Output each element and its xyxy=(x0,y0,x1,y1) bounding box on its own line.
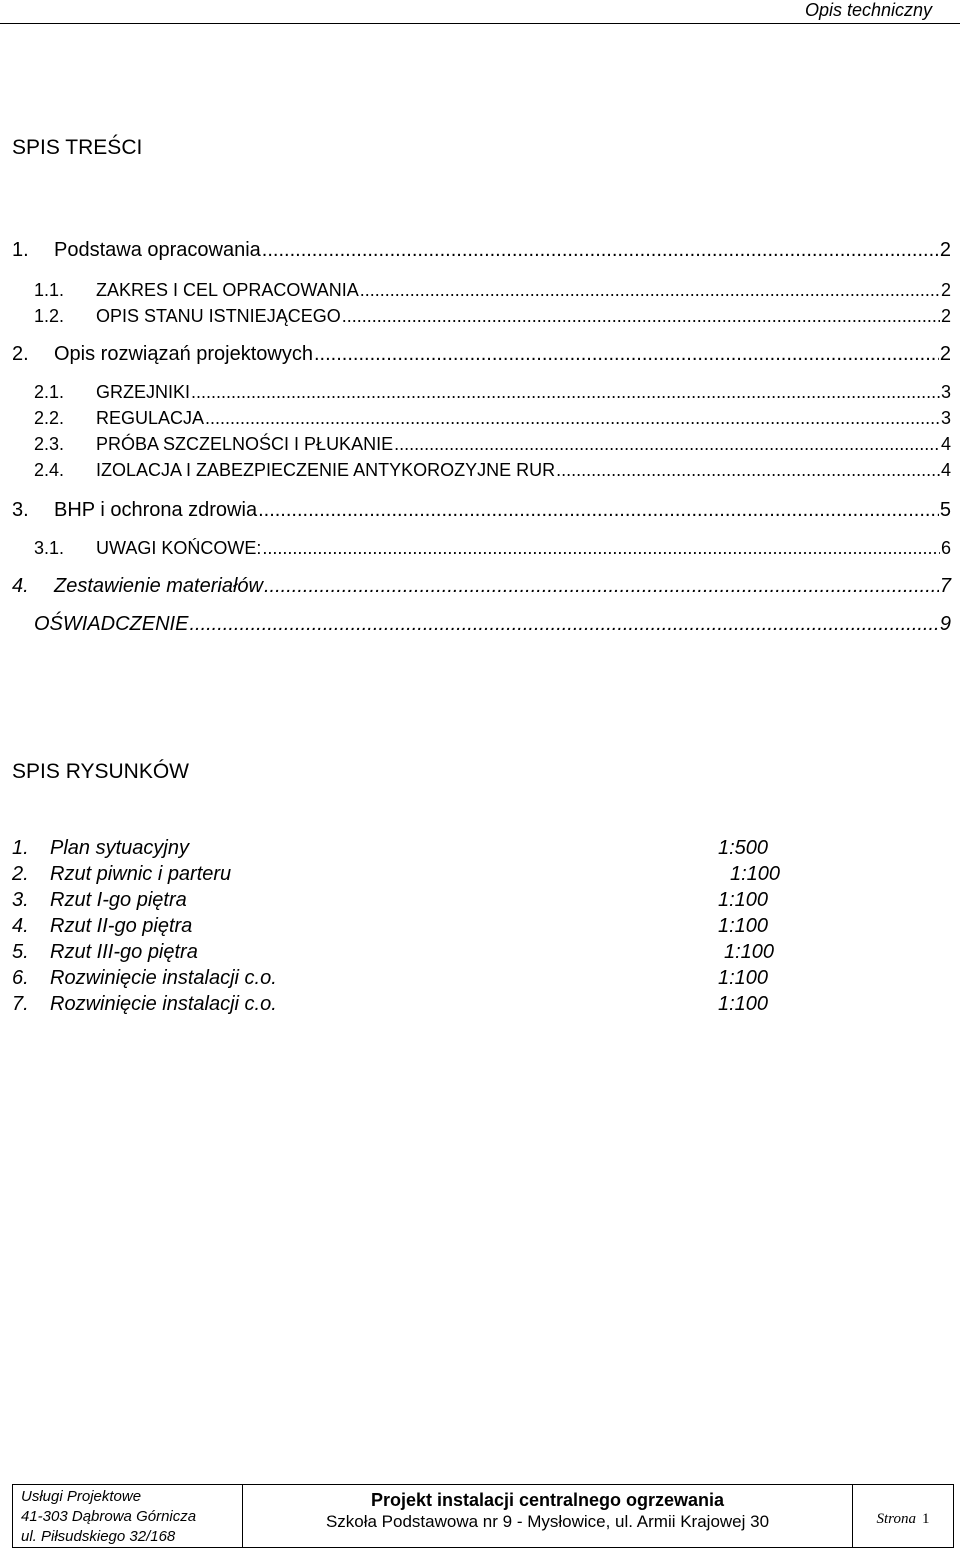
toc-entry-page: 9 xyxy=(939,613,951,635)
drawing-row xyxy=(12,914,912,940)
drawing-scale: 1:100 xyxy=(730,863,781,885)
drawings-heading: SPIS RYSUNKÓW xyxy=(12,760,189,783)
drawing-number: 5. xyxy=(12,941,29,963)
toc-entry-leader xyxy=(189,612,938,636)
toc-entry-page: 4 xyxy=(940,434,951,454)
drawing-row xyxy=(12,940,912,966)
drawing-scale: 1:100 xyxy=(718,915,769,937)
footer-company xyxy=(13,1485,243,1547)
toc-entry-label: OPIS STANU ISTNIEJĄCEGO xyxy=(96,306,341,326)
toc-entry-page: 2 xyxy=(940,306,951,326)
toc-entry-leader xyxy=(360,278,940,302)
footer-project xyxy=(243,1485,853,1547)
toc-heading: SPIS TREŚCI xyxy=(12,136,143,159)
drawing-number: 1. xyxy=(12,837,29,859)
toc-entry-leader xyxy=(262,536,940,560)
drawings-list xyxy=(12,836,912,1018)
toc-entry[interactable] xyxy=(0,380,951,404)
toc-entry-number: 3. xyxy=(12,499,29,521)
toc-entry-label: ZAKRES I CEL OPRACOWANIA xyxy=(96,280,359,300)
drawing-row xyxy=(12,966,912,992)
drawing-row xyxy=(12,888,912,914)
drawing-number: 3. xyxy=(12,889,29,911)
page-number: 1 xyxy=(921,1510,930,1527)
toc-entry-number: 2. xyxy=(12,343,29,365)
toc-entry-label: Opis rozwiązań projektowych xyxy=(54,343,313,365)
toc-entry-number: 1. xyxy=(12,239,29,261)
drawing-name: Rzut II-go piętra xyxy=(50,915,193,937)
toc-entry-number: 2.3. xyxy=(34,434,65,454)
toc-entry-number: 1.2. xyxy=(34,306,65,326)
toc-entry-page: 2 xyxy=(939,239,951,261)
toc-entry-label: REGULACJA xyxy=(96,408,205,428)
drawing-number: 2. xyxy=(12,863,29,885)
drawing-row xyxy=(12,992,912,1018)
toc-entry-number: 2.1. xyxy=(34,382,65,402)
page-label: Strona xyxy=(876,1510,916,1527)
drawing-name: Rzut I-go piętra xyxy=(50,889,187,911)
page-header xyxy=(0,0,960,24)
drawing-number: 4. xyxy=(12,915,29,937)
toc-entry-leader xyxy=(258,498,939,522)
drawing-scale: 1:100 xyxy=(724,941,775,963)
toc-entry[interactable] xyxy=(0,432,951,456)
toc-entry-page: 2 xyxy=(940,280,951,300)
toc-entry[interactable] xyxy=(0,612,951,636)
footer-page xyxy=(853,1485,953,1547)
toc-entry[interactable] xyxy=(0,536,951,560)
toc-entry-number: 1.1. xyxy=(34,280,65,300)
toc-entry-number: 2.2. xyxy=(34,408,65,428)
drawing-scale: 1:500 xyxy=(718,837,769,859)
drawing-name: Rzut piwnic i parteru xyxy=(50,863,232,885)
company-city: 41-303 Dąbrowa Górnicza xyxy=(21,1508,197,1525)
company-street: ul. Piłsudskiego 32/168 xyxy=(21,1528,176,1545)
toc-entry[interactable] xyxy=(0,406,951,430)
drawing-name: Rozwinięcie instalacji c.o. xyxy=(50,993,277,1015)
toc-entry[interactable] xyxy=(0,342,951,366)
toc-entry-page: 5 xyxy=(939,499,951,521)
toc-entry[interactable] xyxy=(0,574,951,598)
toc-entry-leader xyxy=(556,458,940,482)
toc-entry-label: PRÓBA SZCZELNOŚCI I PŁUKANIE xyxy=(96,434,394,454)
toc-entry-label: BHP i ochrona zdrowia xyxy=(54,499,258,521)
toc-entry-page: 2 xyxy=(939,343,951,365)
toc-entry-number: 3.1. xyxy=(34,538,65,558)
toc-entry[interactable] xyxy=(0,278,951,302)
toc-entry-label: GRZEJNIKI xyxy=(96,382,191,402)
header-title: Opis techniczny xyxy=(804,0,932,20)
drawing-name: Plan sytuacyjny xyxy=(50,837,189,859)
toc-entry-leader xyxy=(342,304,940,328)
page-footer xyxy=(12,1484,954,1548)
toc-entry-leader xyxy=(314,342,939,366)
drawing-scale: 1:100 xyxy=(718,889,769,911)
toc-entry-label: UWAGI KOŃCOWE: xyxy=(96,538,262,558)
toc-entry-leader xyxy=(394,432,940,456)
drawing-row xyxy=(12,836,912,862)
toc-entry-page: 7 xyxy=(939,575,951,597)
drawing-scale: 1:100 xyxy=(718,993,769,1015)
toc-entry-label: IZOLACJA I ZABEZPIECZENIE ANTYKOROZYJNE RUR xyxy=(96,460,556,480)
toc-entry-label: Podstawa opracowania xyxy=(54,239,261,261)
drawing-number: 6. xyxy=(12,967,29,989)
toc-entry-page: 3 xyxy=(940,382,951,402)
drawing-row xyxy=(12,862,912,888)
toc-entry[interactable] xyxy=(0,498,951,522)
toc-entry[interactable] xyxy=(0,238,951,262)
toc-entry-leader xyxy=(205,406,940,430)
project-title: Projekt instalacji centralnego ogrzewania xyxy=(370,1490,725,1510)
toc-entry[interactable] xyxy=(0,304,951,328)
toc-entry-label: Zestawienie materiałów xyxy=(54,575,263,597)
project-site: Szkoła Podstawowa nr 9 - Mysłowice, ul. Armii Krajowej 30 xyxy=(325,1512,770,1531)
toc-entry-number: 2.4. xyxy=(34,460,65,480)
toc-entry-leader xyxy=(262,238,939,262)
company-name: Usługi Projektowe xyxy=(21,1488,142,1505)
toc-entry-page: 4 xyxy=(940,460,951,480)
toc-entry-leader xyxy=(264,574,939,598)
toc-entry-page: 6 xyxy=(940,538,951,558)
toc-entry-leader xyxy=(191,380,940,404)
drawing-name: Rzut III-go piętra xyxy=(50,941,198,963)
drawing-scale: 1:100 xyxy=(718,967,769,989)
drawing-number: 7. xyxy=(12,993,29,1015)
toc-entry-page: 3 xyxy=(940,408,951,428)
toc-entry[interactable] xyxy=(0,458,951,482)
toc-entry-number: 4. xyxy=(12,575,29,597)
drawing-name: Rozwinięcie instalacji c.o. xyxy=(50,967,277,989)
toc-entry-label: OŚWIADCZENIE xyxy=(34,613,189,635)
